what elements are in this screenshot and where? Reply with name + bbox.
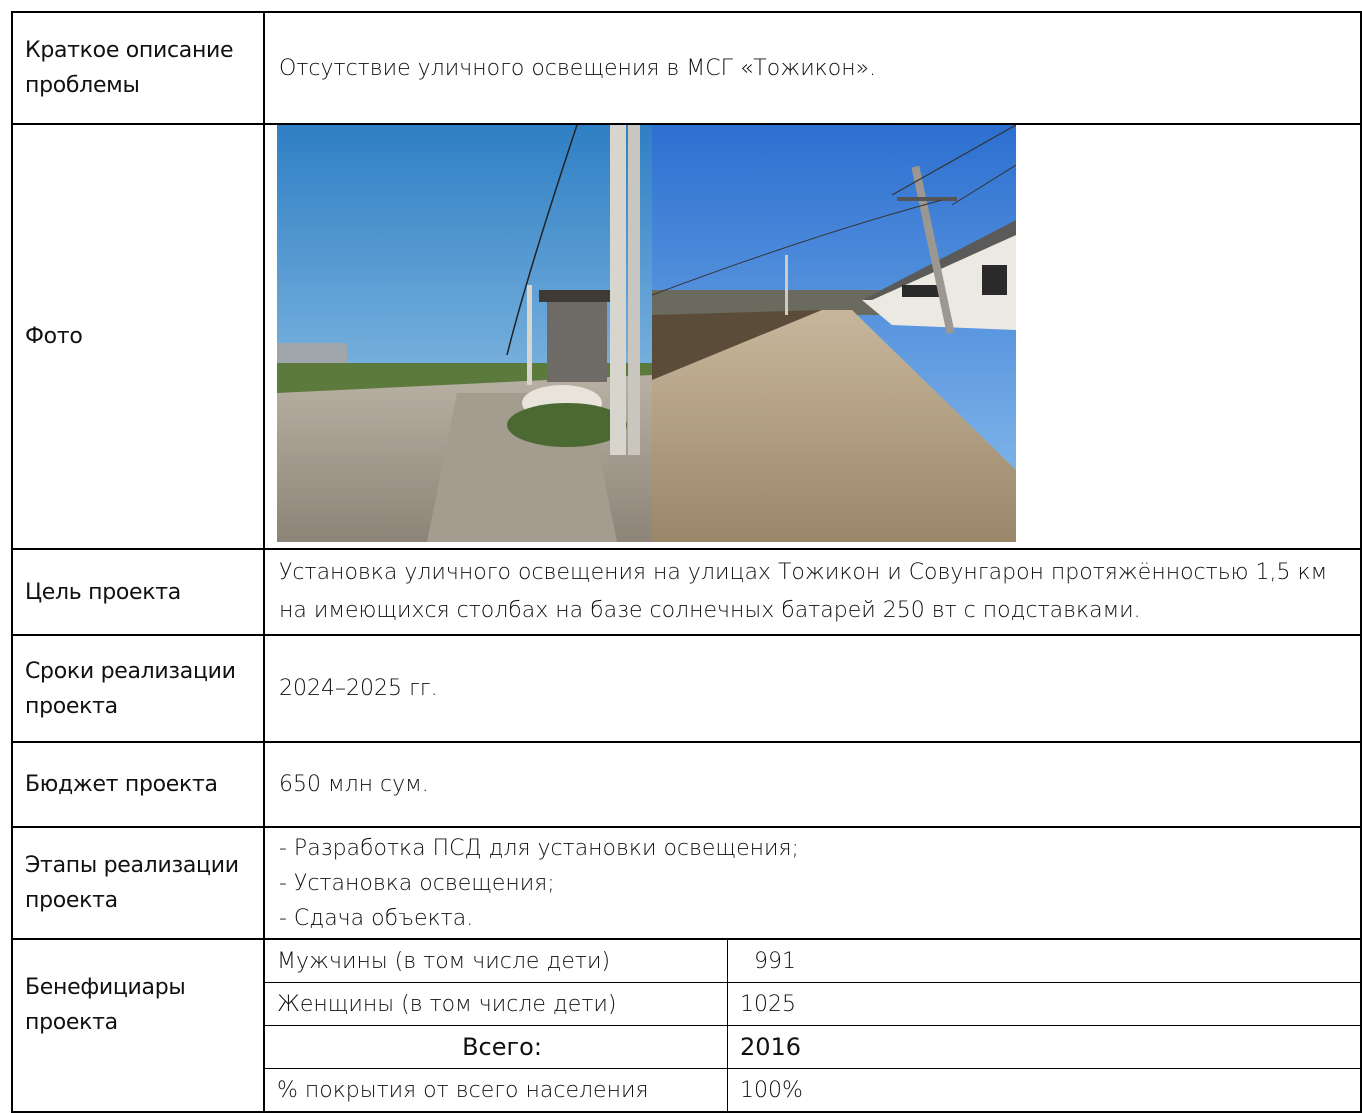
stage-item: - Разработка ПСД для установки освещения;: [279, 835, 799, 861]
beneficiary-value: 991: [728, 940, 1361, 983]
stage-item: - Сдача объекта.: [279, 905, 474, 931]
table-row: [265, 940, 1360, 983]
photo-right: [652, 125, 1016, 542]
value-timeline: 2024–2025 гг.: [264, 635, 1361, 742]
row-goal: [12, 549, 1361, 635]
label-goal: Цель проекта: [12, 549, 264, 635]
beneficiary-value: 100%: [728, 1069, 1361, 1112]
beneficiary-total-label: Всего:: [265, 1026, 728, 1069]
beneficiary-name: % покрытия от всего населения: [265, 1069, 728, 1112]
row-beneficiaries: [12, 939, 1361, 1112]
row-budget: [12, 742, 1361, 827]
beneficiary-total-value: 2016: [728, 1026, 1361, 1069]
beneficiary-value: 1025: [728, 983, 1361, 1026]
table-row: [265, 983, 1360, 1026]
row-problem: [12, 12, 1361, 124]
value-budget: 650 млн сум.: [264, 742, 1361, 827]
value-goal: Установка уличного освещения на улицах Тожикон и Совунгарон протяжённостью 1,5 км на имеющихся столбах на базе солнечных батарей 250 вт с подставками.: [264, 549, 1361, 635]
beneficiary-name: Мужчины (в том числе дети): [265, 940, 728, 983]
label-beneficiaries: Бенефициары проекта: [12, 939, 264, 1112]
photo-left: [277, 125, 652, 542]
table-row: [265, 1069, 1360, 1112]
value-problem: Отсутствие уличного освещения в МСГ «Тожикон».: [264, 12, 1361, 124]
beneficiary-name: Женщины (в том числе дети): [265, 983, 728, 1026]
beneficiaries-cell: [264, 939, 1361, 1112]
photo-cell: [264, 124, 1361, 549]
label-stages: Этапы реализации проекта: [12, 827, 264, 939]
row-photo: [12, 124, 1361, 549]
value-stages: [264, 827, 1361, 939]
table-row-total: [265, 1026, 1360, 1069]
label-photo: Фото: [12, 124, 264, 549]
row-stages: [12, 827, 1361, 939]
stage-item: - Установка освещения;: [279, 870, 555, 896]
label-problem: Краткое описание проблемы: [12, 12, 264, 124]
beneficiaries-table: [265, 940, 1360, 1111]
project-info-table: [11, 11, 1362, 1113]
label-timeline: Сроки реализации проекта: [12, 635, 264, 742]
photo-strip: [277, 125, 1360, 542]
row-timeline: [12, 635, 1361, 742]
label-budget: Бюджет проекта: [12, 742, 264, 827]
